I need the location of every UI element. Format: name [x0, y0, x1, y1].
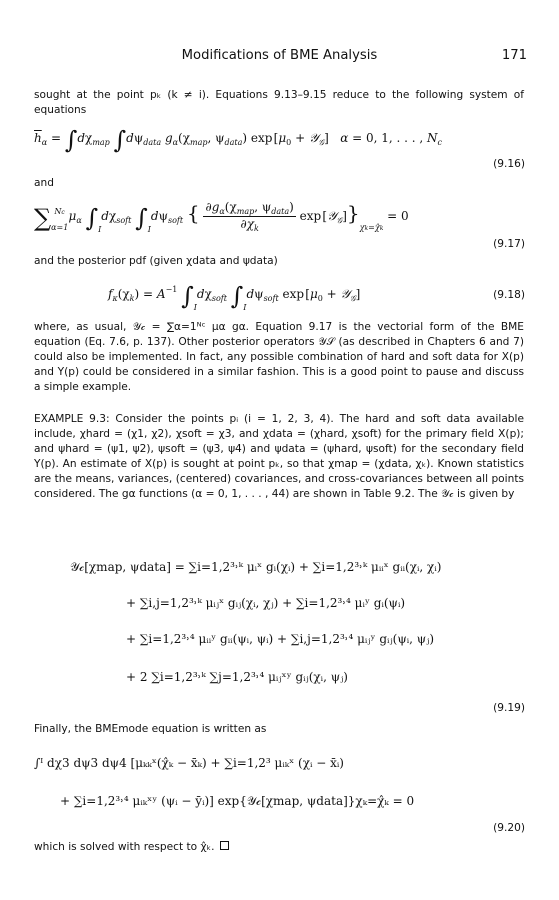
equation-9-19-line-3: + ∑i=1,2³˒⁴ μᵢᵢʸ gᵢᵢ(ψᵢ, ψᵢ) + ∑i,j=1,2³˒⁴ μᵢⱼʸ gᵢⱼ(ψᵢ, ψⱼ): [126, 632, 435, 646]
equation-number-9-20: (9.20): [493, 822, 525, 834]
equation-number-9-17: (9.17): [493, 238, 525, 250]
paragraph-solved: [34, 840, 524, 855]
equation-9-17: $\sum_{\alpha=1}^{Nc}$ $\mu_\alpha$ $\int_Id\chi_{soft}$ $\int_Id\psi_{soft}$ { $\frac{\partial g_\alpha(\chi_{map}, \psi_{data})}{\partial\chi_k}$ exp $[𝒴_𝒢]\}_{\chi k=\chîk} = 0$: [34, 200, 409, 234]
paragraph-intro: [34, 88, 524, 118]
paragraph-example-text: EXAMPLE 9.3: Consider the points pᵢ (i = 1, 2, 3, 4). The hard and soft data available include, χhard = (χ1, χ2), χsoft = χ3, and χdata = (χhard, χsoft) for the primary field X(p); and ψhard = (ψ1, ψ2), ψsoft = (ψ3, ψ4) and ψdata = (ψhard, ψsoft) for the secondary field Y(p). An estimate of X(p) is sought at point pₖ, so that χmap = (χdata, χₖ). Known statistics are the means, variances, (centered) covariances, and cross-covariances between all points considered. The gα functions (α = 0, 1, . . . , 44) are shown in Table 9.2. The 𝒴𝒸 is given by: [34, 413, 524, 500]
paragraph-where-text: where, as usual, 𝒴𝒸 = ∑α=1ᴺᶜ μα gα. Equation 9.17 is the vectorial form of the BME equation (Eq. 7.6, p. 137). Other posterior operators 𝒴𝒮 (as described in Chapters 6 and 7) could also be implemented. In fact, any possible combination of hard and soft data for X(p) and Y(p) could be considered in a similar fashion. This is a good point to pause and discuss a simple example.: [34, 321, 524, 393]
equation-9-20-line-2: + ∑i=1,2³˒⁴ μᵢₖˣʸ (ψᵢ − ȳᵢ)] exp{𝒴𝒸[χmap, ψdata]}χₖ=χ̂ₖ = 0: [60, 794, 415, 808]
paragraph-intro-text: sought at the point pₖ (k ≠ i). Equations 9.13–9.15 reduce to the following system of equations: [34, 89, 524, 116]
equation-9-19-line-4: + 2 ∑i=1,2³˒ᵏ ∑j=1,2³˒⁴ μᵢⱼˣʸ gᵢⱼ(χᵢ, ψⱼ): [126, 670, 348, 684]
equation-9-18: $f_\kappa(\chi_k) = A^{-1}$ $\int_Id\chi_{soft}$ $\int_Id\psi_{soft}$ exp [$\mu_0$ + 𝒴$_𝒢$]: [108, 282, 361, 312]
paragraph-finally-text: Finally, the BMEmode equation is written as: [34, 723, 267, 735]
paragraph-posterior-intro-text: and the posterior pdf (given χdata and ψdata): [34, 255, 278, 267]
equation-9-20-line-1: ∫ᴵ dχ3 dψ3 dψ4 [μₖₖˣ(χ̂ₖ − x̄ₖ) + ∑i=1,2³ μᵢₖˣ (χᵢ − x̄ᵢ): [34, 756, 344, 770]
paragraph-example-9-3: [34, 412, 524, 502]
equation-9-19-line-1: 𝒴𝒸[χmap, ψdata] = ∑i=1,2³˒ᵏ μᵢˣ gᵢ(χᵢ) + ∑i=1,2³˒ᵏ μᵢᵢˣ gᵢᵢ(χᵢ, χᵢ): [70, 560, 442, 574]
connector-and-text: and: [34, 177, 54, 189]
qed-box: [220, 841, 229, 850]
equation-number-9-19: (9.19): [493, 702, 525, 714]
paragraph-finally: [34, 722, 524, 737]
equation-number-9-18: (9.18): [493, 289, 525, 301]
paragraph-posterior-intro: [34, 254, 524, 269]
paragraph-solved-text: which is solved with respect to χ̂ₖ.: [34, 841, 215, 853]
page-number: 171: [501, 48, 527, 63]
running-header-title: Modifications of BME Analysis: [181, 48, 378, 63]
equation-9-16: $\overline{h}_\alpha = \int d\chi_{map}$ $\int d\psi_{data}$ $g_\alpha(\chi_{map}$, $\psi_{data}$) exp [$\mu_0$ + 𝒴$_𝒢$] α = 0, 1, . . . , $N_c$: [34, 126, 443, 154]
connector-and: [34, 176, 524, 191]
equation-number-9-16: (9.16): [493, 158, 525, 170]
paragraph-where: [34, 320, 524, 395]
equation-9-19-line-2: + ∑i,j=1,2³˒ᵏ μᵢⱼˣ gᵢⱼ(χᵢ, χⱼ) + ∑i=1,2³˒⁴ μᵢʸ gᵢ(ψᵢ): [126, 596, 406, 610]
